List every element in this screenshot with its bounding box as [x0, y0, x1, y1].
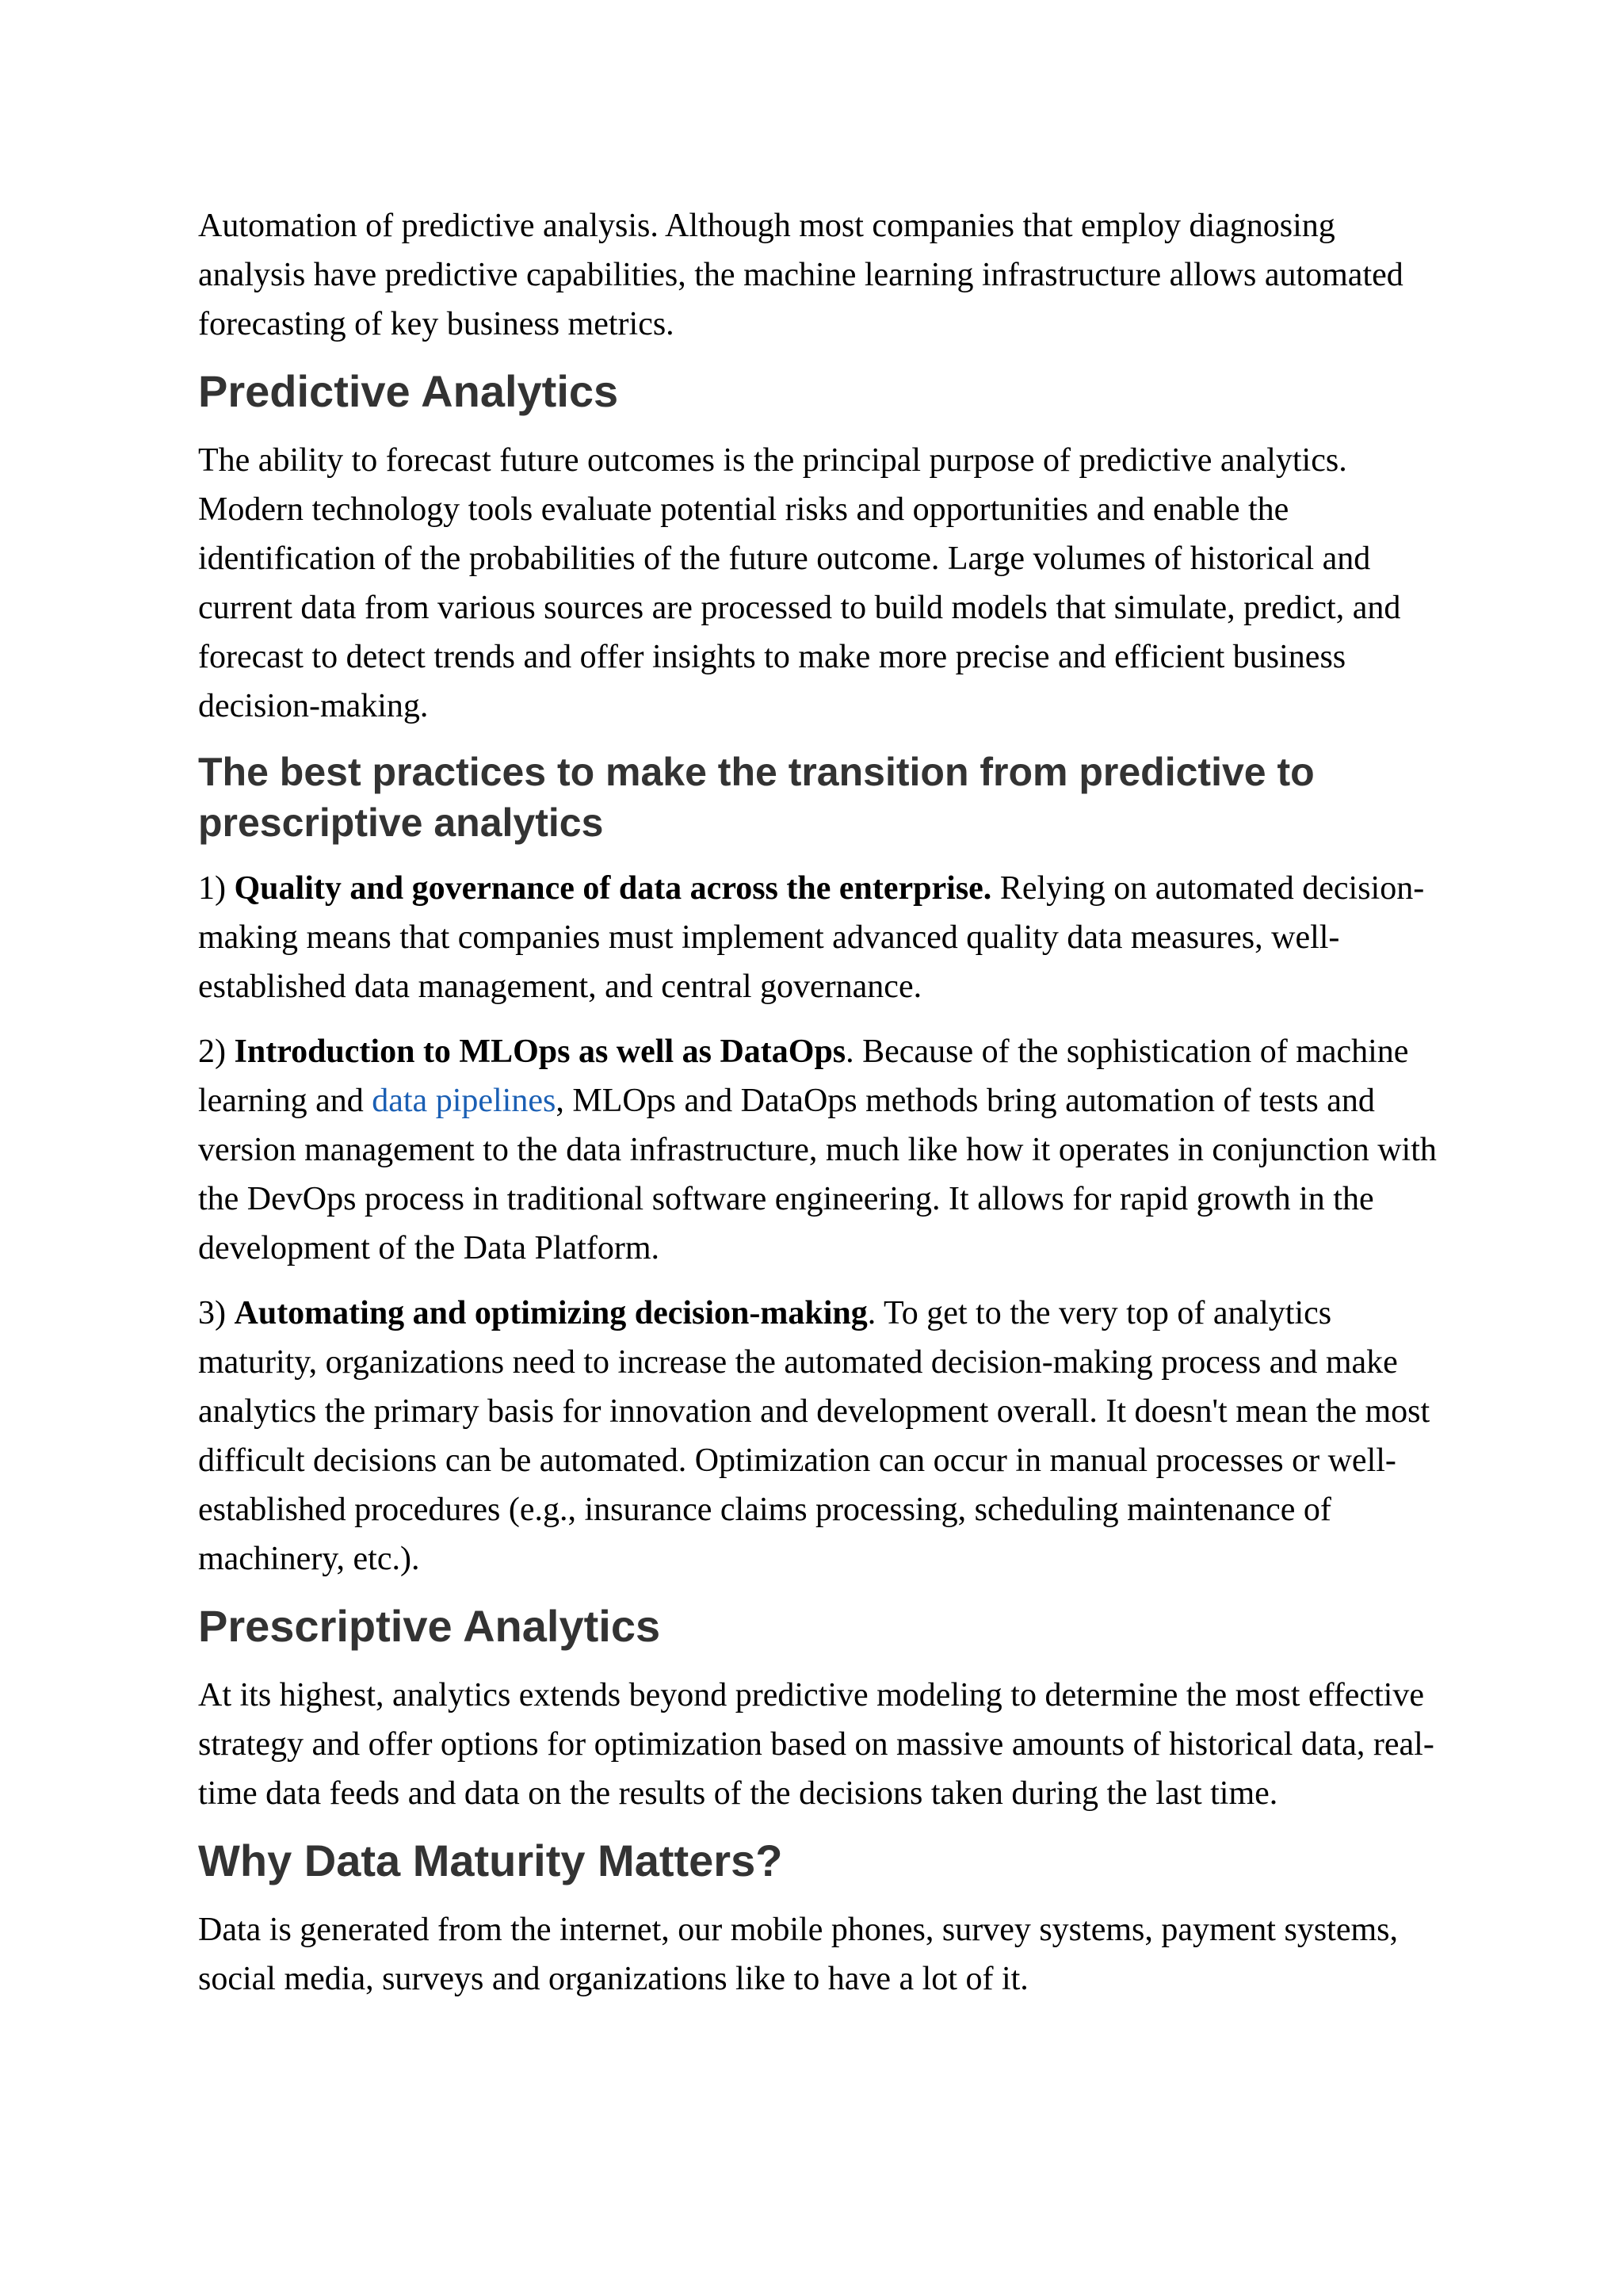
- intro-paragraph: Automation of predictive analysis. Although most companies that employ diagnosing analysis have predictive capabilities, the machine learning infrastructure allows automated forecasting of key business metrics.: [198, 208, 1403, 342]
- practice-item-3-title: Automating and optimizing decision-making: [234, 1295, 868, 1331]
- practice-item-1-number: 1): [198, 870, 235, 907]
- practice-item-3-text: . To get to the very top of analytics maturity, organizations need to increase the automated decision-making process and make analytics the primary basis for innovation and development overall. It doesn't mean the most difficult decisions can be automated. Optimization can occur in manual processes or well-established procedures (e.g., insurance claims processing, scheduling maintenance of machinery, etc.).: [198, 1295, 1430, 1577]
- practice-item-2-text-before: . Because of the sophistication of machine learning and: [198, 1033, 1409, 1119]
- data-maturity-paragraph: Data is generated from the internet, our mobile phones, survey systems, payment systems, social media, surveys and organizations like to have a lot of it.: [198, 1912, 1398, 1997]
- predictive-analytics-heading: Predictive Analytics: [198, 366, 619, 416]
- data-maturity-heading: Why Data Maturity Matters?: [198, 1836, 783, 1885]
- document-page: [198, 201, 1442, 2019]
- practice-item-1-title: Quality and governance of data across the enterprise.: [234, 870, 992, 907]
- practice-item-3-number: 3): [198, 1295, 235, 1331]
- practice-item-2-title: Introduction to MLOps as well as DataOps: [234, 1033, 846, 1070]
- data-pipelines-link[interactable]: data pipelines: [372, 1083, 556, 1119]
- prescriptive-analytics-paragraph: At its highest, analytics extends beyond predictive modeling to determine the most effective strategy and offer options for optimization based on massive amounts of historical data, real-time data feeds and data on the results of the decisions taken during the last time.: [198, 1677, 1434, 1812]
- practice-item-1: [198, 864, 1442, 1011]
- practice-item-2: [198, 1027, 1442, 1273]
- practice-item-2-number: 2): [198, 1033, 235, 1070]
- best-practices-heading: The best practices to make the transition from predictive to prescriptive analytics: [198, 750, 1315, 845]
- practice-item-2-text-after: , MLOps and DataOps methods bring automation of tests and version management to the data infrastructure, much like how it operates in conjunction with the DevOps process in traditional software engineering. It allows for rapid growth in the development of the Data Platform.: [198, 1083, 1437, 1266]
- prescriptive-analytics-heading: Prescriptive Analytics: [198, 1601, 661, 1651]
- predictive-analytics-paragraph: The ability to forecast future outcomes is the principal purpose of predictive analytics. Modern technology tools evaluate potential risks and opportunities and enable the identification of the probabilities of the future outcome. Large volumes of historical and current data from various sources are processed to build models that simulate, predict, and forecast to detect trends and offer insights to make more precise and efficient business decision-making.: [198, 442, 1401, 724]
- practice-item-3: [198, 1289, 1442, 1584]
- practice-item-1-text: Relying on automated decision-making means that companies must implement advanced quality data measures, well-established data management, and central governance.: [198, 870, 1425, 1005]
